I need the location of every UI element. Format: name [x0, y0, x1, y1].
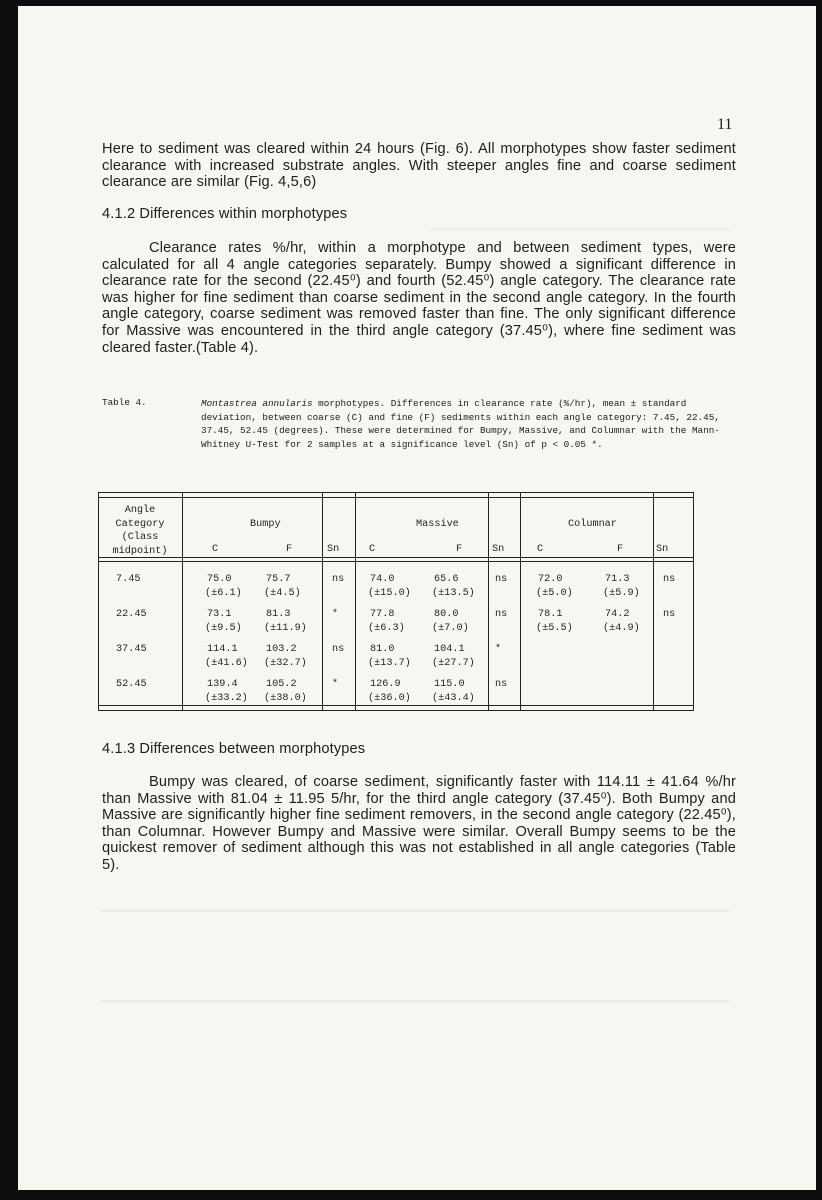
sd-value: (±15.0)	[368, 587, 411, 599]
value-cell	[264, 573, 301, 600]
mean-value: 72.0	[538, 574, 563, 585]
table-bottom-rule-2	[98, 710, 694, 711]
mean-value: 75.0	[207, 574, 232, 585]
angle-cell: 37.45	[116, 644, 147, 655]
table-vline	[520, 492, 521, 711]
page-number: 11	[717, 116, 733, 133]
bleed-through-rule	[100, 910, 730, 912]
sd-value: (±5.9)	[603, 587, 640, 599]
section-heading-4-1-3: 4.1.3 Differences between morphotypes	[102, 741, 366, 757]
header-bumpy: Bumpy	[250, 519, 281, 530]
table-vline	[182, 492, 183, 711]
header-line: Category	[115, 518, 165, 530]
sd-value: (±41.6)	[205, 657, 248, 669]
sd-value: (±27.7)	[432, 657, 475, 669]
sd-value: (±32.7)	[264, 657, 307, 669]
sd-value: (±7.0)	[432, 622, 469, 634]
significance-cell: ns	[332, 644, 345, 655]
mean-value: 139.4	[207, 679, 238, 690]
subheader-bumpy-sn: Sn	[327, 544, 340, 555]
value-cell	[264, 643, 307, 670]
angle-cell: 7.45	[116, 574, 141, 585]
table-vline	[653, 492, 654, 711]
table-top-rule-2	[98, 497, 694, 498]
value-cell	[432, 678, 475, 705]
value-cell	[205, 573, 242, 600]
subheader-massive-c: C	[369, 544, 376, 555]
subheader-massive-sn: Sn	[492, 544, 505, 555]
sd-value: (±43.4)	[432, 692, 475, 704]
subheader-columnar-sn: Sn	[656, 544, 669, 555]
header-columnar: Columnar	[568, 519, 617, 530]
mean-value: 73.1	[207, 609, 232, 620]
value-cell	[536, 573, 573, 600]
subheader-bumpy-f: F	[286, 544, 293, 555]
significance-cell: ns	[663, 574, 676, 585]
sd-value: (±9.5)	[205, 622, 242, 634]
mean-value: 114.1	[207, 644, 238, 655]
mean-value: 104.1	[434, 644, 465, 655]
significance-cell: ns	[663, 609, 676, 620]
header-angle-category	[99, 504, 181, 558]
value-cell	[368, 608, 405, 635]
header-line: Angle	[124, 505, 156, 516]
bleed-through-rule	[430, 228, 730, 230]
paragraph-within-morphotypes: Clearance rates %/hr, within a morphotype and between sediment types, were calculated for all 4 angle categories separately. Bumpy showed a significant difference in clearance rate for the second (22.45⁰) and fourth (52.45⁰) angle category. The clearance rate was higher for fine sediment than coarse sediment in the second angle category. In the fourth angle category, coarse sediment was removed faster than fine. The only significant difference for Massive was encountered in the third angle category (37.45⁰), where fine sediment was cleared faster.(Table 4).	[102, 240, 736, 356]
subheader-massive-f: F	[456, 544, 463, 555]
table-header-rule	[98, 557, 694, 558]
section-heading-4-1-2: 4.1.2 Differences within morphotypes	[102, 206, 348, 222]
sd-value: (±5.0)	[536, 587, 573, 599]
mean-value: 74.2	[605, 609, 630, 620]
value-cell	[264, 678, 307, 705]
sd-value: (±13.5)	[432, 587, 475, 599]
value-cell	[432, 573, 475, 600]
table-bottom-rule	[98, 705, 694, 706]
bleed-through-rule	[100, 1000, 730, 1002]
mean-value: 75.7	[266, 574, 291, 585]
mean-value: 77.8	[370, 609, 395, 620]
mean-value: 71.3	[605, 574, 630, 585]
value-cell	[603, 573, 640, 600]
mean-value: 126.9	[370, 679, 401, 690]
significance-cell: *	[332, 679, 339, 690]
species-name: Montastrea annularis	[201, 398, 313, 409]
paragraph-intro: Here to sediment was cleared within 24 hours (Fig. 6). All morphotypes show faster sediment clearance with increased substrate angles. With steeper angles fine and coarse sediment clearance are similar (Fig. 4,5,6)	[102, 141, 736, 191]
sd-value: (±33.2)	[205, 692, 248, 704]
value-cell	[368, 573, 411, 600]
subheader-bumpy-c: C	[212, 544, 219, 555]
caption-text: morphotypes. Differences in clearance rate (%/hr), mean ± standard deviation, between coarse (C) and fine (F) sediments within each angle category: 7.45, 22.45, 37.45, 52.45 (degrees). These were determined for Bumpy, Massive, and Columnar with the Mann-Whitney U-Test for 2 samples at a significance level (Sn) of p < 0.05 *.	[201, 398, 720, 450]
header-massive: Massive	[416, 519, 459, 530]
significance-cell: *	[495, 644, 502, 655]
mean-value: 105.2	[266, 679, 297, 690]
paragraph-between-morphotypes: Bumpy was cleared, of coarse sediment, significantly faster with 114.11 ± 41.64 %/hr than Massive with 81.04 ± 11.95 5/hr, for the third angle category (37.45⁰). Both Bumpy and Massive are significantly higher fine sediment removers, in the second angle category (22.45⁰), than Columnar. However Bumpy and Massive were similar. Overall Bumpy seems to be the quickest remover of sediment although this was not established in all angle categories (Table 5).	[102, 774, 736, 873]
sd-value: (±5.5)	[536, 622, 573, 634]
table-vline	[488, 492, 489, 711]
mean-value: 74.0	[370, 574, 395, 585]
significance-cell: ns	[495, 574, 508, 585]
value-cell	[536, 608, 573, 635]
sd-value: (±36.0)	[368, 692, 411, 704]
value-cell	[432, 643, 475, 670]
value-cell	[264, 608, 307, 635]
mean-value: 81.0	[370, 644, 395, 655]
table-top-rule	[98, 492, 694, 493]
table-vline	[322, 492, 323, 711]
significance-cell: ns	[332, 574, 345, 585]
angle-cell: 52.45	[116, 679, 147, 690]
value-cell	[603, 608, 640, 635]
mean-value: 115.0	[434, 679, 465, 690]
angle-cell: 22.45	[116, 609, 147, 620]
sd-value: (±38.0)	[264, 692, 307, 704]
value-cell	[368, 678, 411, 705]
value-cell	[205, 643, 248, 670]
sd-value: (±4.9)	[603, 622, 640, 634]
sd-value: (±6.3)	[368, 622, 405, 634]
table-vline	[693, 492, 694, 711]
sd-value: (±6.1)	[205, 587, 242, 599]
header-line: midpoint)	[112, 545, 168, 557]
table-caption	[201, 397, 739, 451]
significance-cell: *	[332, 609, 339, 620]
mean-value: 81.3	[266, 609, 291, 620]
subheader-columnar-c: C	[537, 544, 544, 555]
value-cell	[368, 643, 411, 670]
header-line: (Class	[121, 532, 159, 543]
sd-value: (±11.9)	[264, 622, 307, 634]
mean-value: 80.0	[434, 609, 459, 620]
value-cell	[205, 608, 242, 635]
mean-value: 65.6	[434, 574, 459, 585]
table-header-rule-2	[98, 561, 694, 562]
sd-value: (±13.7)	[368, 657, 411, 669]
sd-value: (±4.5)	[264, 587, 301, 599]
value-cell	[432, 608, 469, 635]
mean-value: 78.1	[538, 609, 563, 620]
value-cell	[205, 678, 248, 705]
significance-cell: ns	[495, 679, 508, 690]
table-label: Table 4.	[102, 397, 147, 408]
significance-cell: ns	[495, 609, 508, 620]
mean-value: 103.2	[266, 644, 297, 655]
table-vline	[355, 492, 356, 711]
subheader-columnar-f: F	[617, 544, 624, 555]
